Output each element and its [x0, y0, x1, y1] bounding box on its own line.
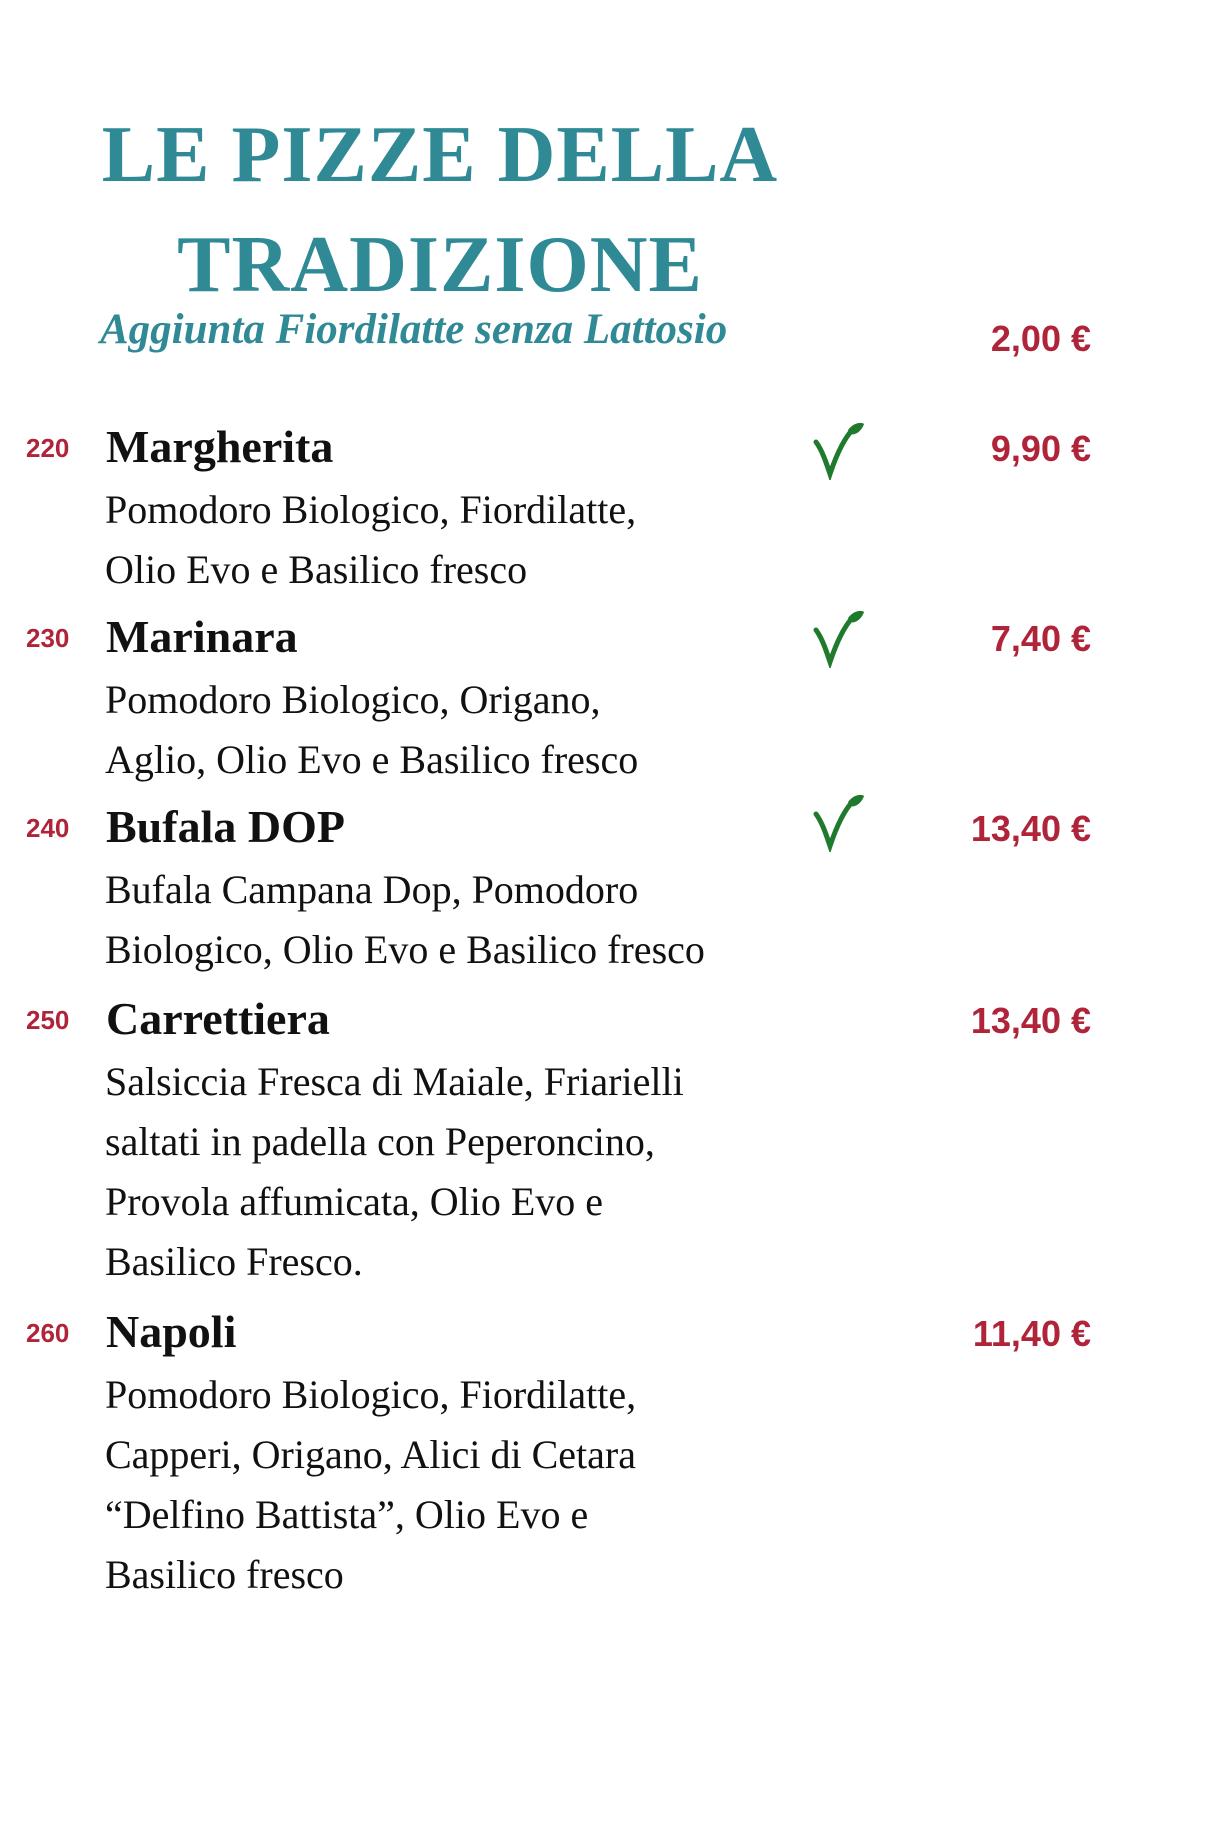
addon-label: Aggiunta Fiordilatte senza Lattosio — [100, 306, 728, 353]
item-name: Napoli — [106, 1306, 237, 1357]
title-line-2: TRADIZIONE — [177, 221, 703, 309]
item-description-line: Bufala Campana Dop, Pomodoro — [105, 867, 639, 912]
item-name: Carrettiera — [106, 993, 330, 1044]
item-description-line: saltati in padella con Peperoncino, — [105, 1119, 655, 1164]
item-description — [105, 1365, 785, 1605]
item-description-line: Pomodoro Biologico, Fiordilatte, — [105, 1372, 637, 1417]
item-description-line: Capperi, Origano, Alici di Cetara — [105, 1432, 636, 1477]
item-description — [105, 1052, 785, 1292]
item-code: 240 — [26, 813, 70, 843]
item-price: 9,90 € — [990, 428, 1091, 469]
item-description-line: Olio Evo e Basilico fresco — [105, 547, 528, 592]
item-name: Bufala DOP — [106, 801, 345, 852]
item-description — [105, 480, 785, 600]
item-name: Marinara — [106, 611, 298, 662]
item-description-line: Basilico fresco — [105, 1552, 344, 1597]
addon-price: 2,00 € — [990, 318, 1091, 359]
item-description-line: Salsiccia Fresca di Maiale, Friarielli — [105, 1059, 684, 1104]
item-description — [105, 860, 785, 980]
vegetarian-check-leaf-icon — [812, 420, 866, 480]
item-description-line: “Delfino Battista”, Olio Evo e — [105, 1492, 589, 1537]
item-price: 11,40 € — [972, 1313, 1091, 1354]
item-description-line: Pomodoro Biologico, Origano, — [105, 677, 601, 722]
item-description-line: Biologico, Olio Evo e Basilico fresco — [105, 927, 705, 972]
item-description-line: Provola affumicata, Olio Evo e — [105, 1179, 604, 1224]
item-description-line: Basilico Fresco. — [105, 1239, 363, 1284]
item-code: 260 — [26, 1318, 70, 1348]
item-code: 220 — [26, 433, 70, 463]
item-price: 13,40 € — [970, 808, 1091, 849]
item-description-line: Pomodoro Biologico, Fiordilatte, — [105, 487, 637, 532]
title-line-1: LE PIZZE DELLA — [101, 111, 779, 199]
item-code: 230 — [26, 623, 70, 653]
item-description-line: Aglio, Olio Evo e Basilico fresco — [105, 737, 639, 782]
item-code: 250 — [26, 1005, 70, 1035]
page-title — [20, 100, 860, 320]
item-name: Margherita — [106, 421, 334, 472]
item-description — [105, 670, 785, 790]
vegetarian-check-leaf-icon — [812, 792, 866, 852]
vegetarian-check-leaf-icon — [812, 608, 866, 668]
item-price: 7,40 € — [990, 618, 1091, 659]
item-price: 13,40 € — [970, 1000, 1091, 1041]
